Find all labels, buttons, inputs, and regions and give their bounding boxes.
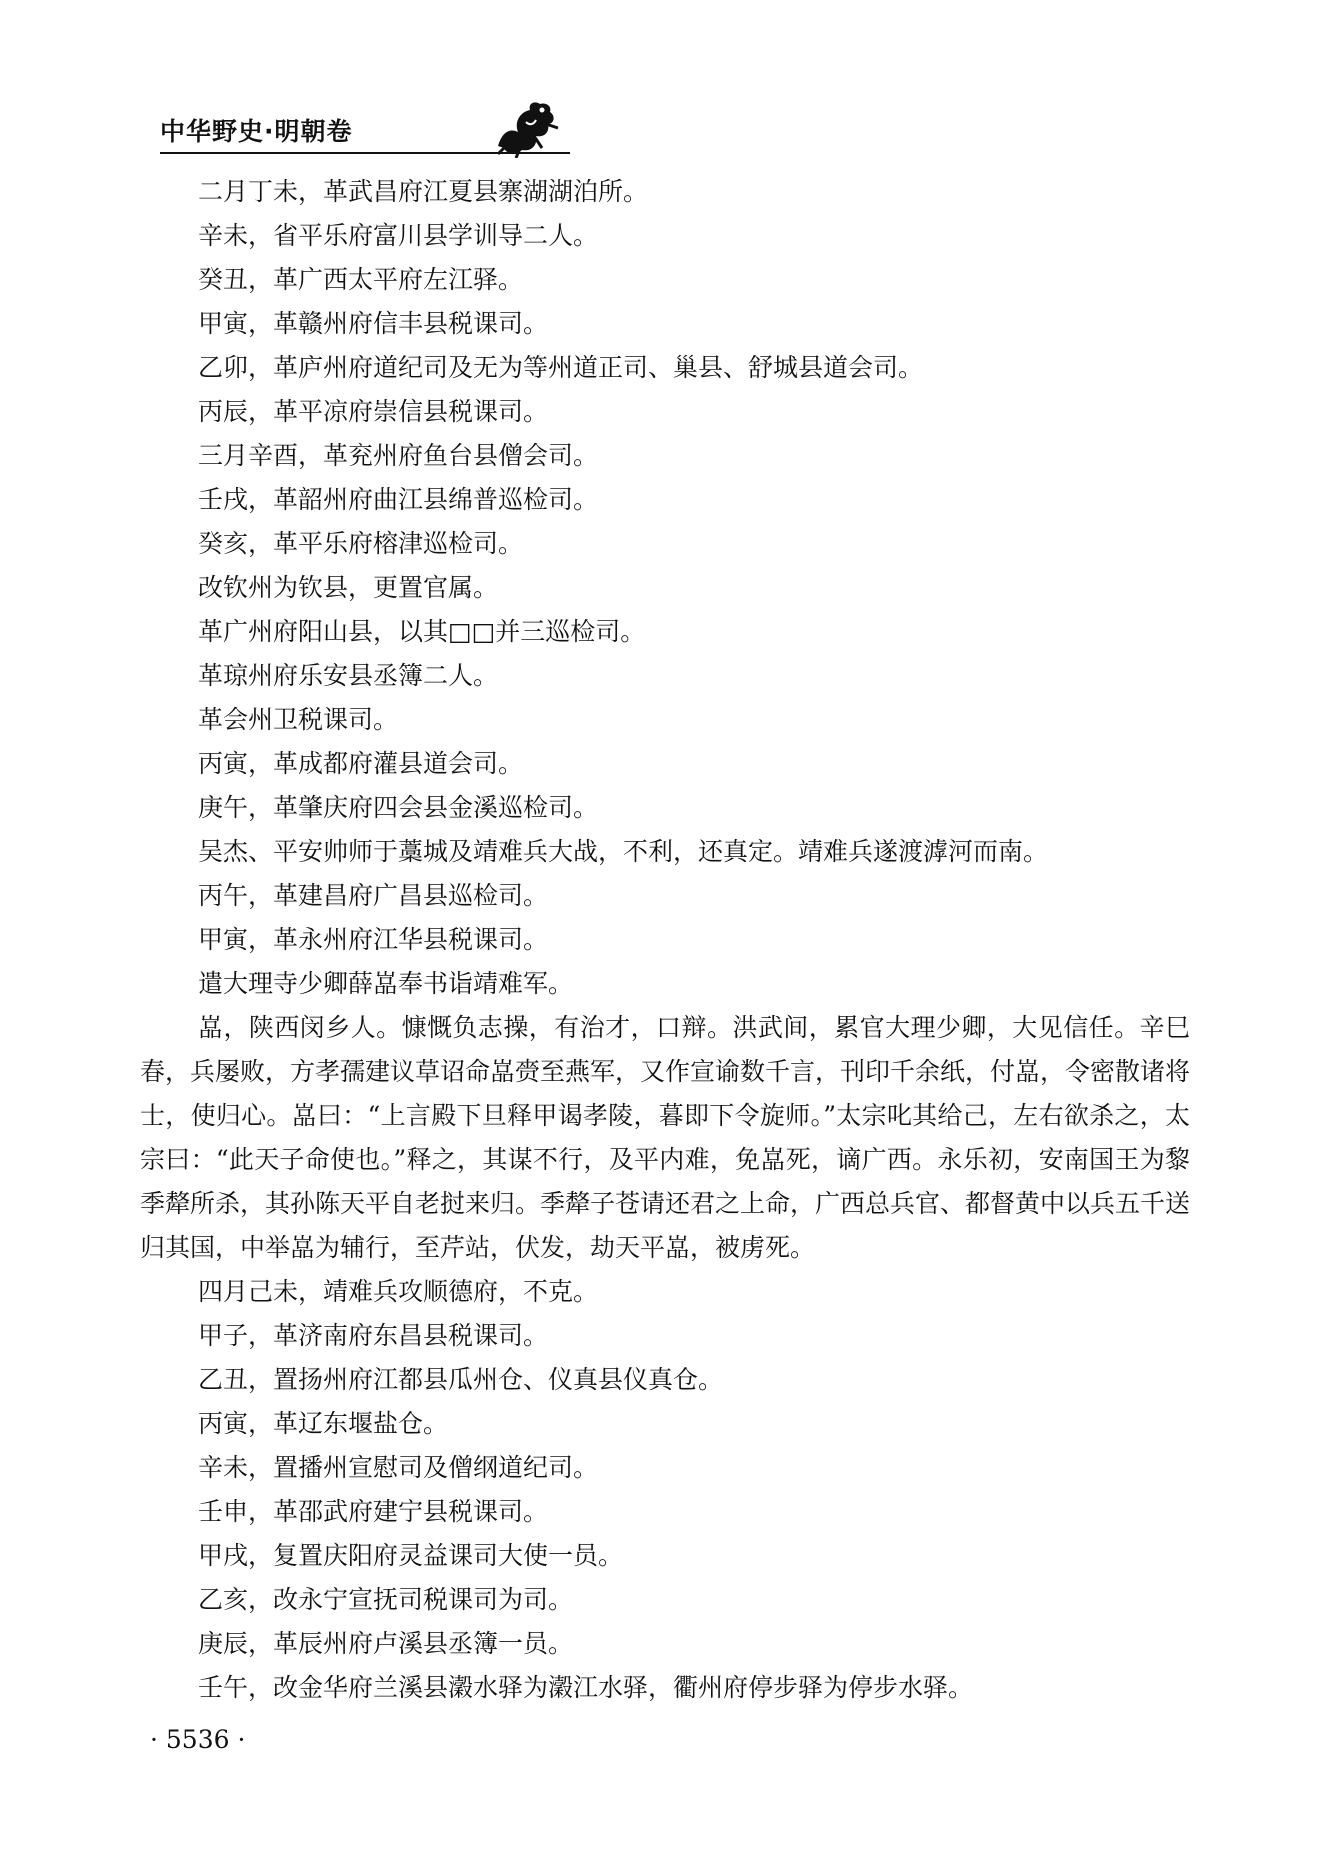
text-line: 乙亥，改永宁宣抚司税课司为司。	[198, 1585, 574, 1614]
biography-paragraph: 嵓，陕西闵乡人。慷慨负志操，有治才，口辩。洪武间，累官大理少卿，大见信任。辛巳春，兵屡败，方孝孺建议草诏命嵓赍至燕军，又作宣谕数千言，刊印千余纸，付嵓，令密散诸将士，使归心。嵓曰：“上言殿下旦释甲谒孝陵，暮即下令旋师。”太宗叱其给己，左右欲杀之，太宗曰：“此天子命使也。”释之，其谋不行，及平内难，免嵓死，谪广西。永乐初，安南国王为黎季犛所杀，其孙陈天平自老挝来归。季犛子苍请还君之上命，广西总兵官、都督黄中以兵五千送归其国，中举嵓为辅行，至芹站，伏发，劫天平嵓，被虏死。	[140, 1013, 1191, 1262]
text-line: 革琼州府乐安县丞簿二人。	[198, 661, 499, 690]
text-line: 四月己未，靖难兵攻顺德府，不克。	[198, 1277, 599, 1306]
text-line: 三月辛酉，革兖州府鱼台县僧会司。	[198, 441, 599, 470]
main-text	[140, 170, 1190, 1710]
text-line: 甲子，革济南府东昌县税课司。	[198, 1321, 549, 1350]
text-line: 丙午，革建昌府广昌县巡检司。	[198, 881, 549, 910]
text-line: 癸亥，革平乐府榕津巡检司。	[198, 529, 524, 558]
text-line: 二月丁未，革武昌府江夏县寨湖湖泊所。	[198, 177, 649, 206]
text-line: 丙寅，革辽东堰盐仓。	[198, 1409, 449, 1438]
dragon-icon	[490, 98, 560, 158]
text-line: 甲寅，革永州府江华县税课司。	[198, 925, 549, 954]
text-line: 甲戌，复置庆阳府灵益课司大使一员。	[198, 1541, 624, 1570]
text-line: 革会州卫税课司。	[198, 705, 399, 734]
text-line: 庚辰，革辰州府卢溪县丞簿一员。	[198, 1629, 574, 1658]
text-line: 壬申，革邵武府建宁县税课司。	[198, 1497, 549, 1526]
book-title: 中华野史·明朝卷	[160, 117, 353, 146]
text-line: 甲寅，革赣州府信丰县税课司。	[198, 309, 549, 338]
text-line: 遣大理寺少卿薛嵓奉书诣靖难军。	[198, 969, 574, 998]
text-line: 癸丑，革广西太平府左江驿。	[198, 265, 524, 294]
text-line: 丙辰，革平凉府崇信县税课司。	[198, 397, 549, 426]
text-line: 乙丑，置扬州府江都县瓜州仓、仪真县仪真仓。	[198, 1365, 724, 1394]
text-line: 革广州府阳山县，以其□□并三巡检司。	[198, 617, 646, 646]
text-line: 辛未，省平乐府富川县学训导二人。	[198, 221, 599, 250]
text-line: 乙卯，革庐州府道纪司及无为等州道正司、巢县、舒城县道会司。	[198, 353, 924, 382]
text-line: 庚午，革肇庆府四会县金溪巡检司。	[198, 793, 599, 822]
text-line: 吴杰、平安帅师于藁城及靖难兵大战，不利，还真定。靖难兵遂渡滹河而南。	[198, 837, 1049, 866]
text-line: 改钦州为钦县，更置官属。	[198, 573, 499, 602]
text-line: 壬戌，革韶州府曲江县绵普巡检司。	[198, 485, 599, 514]
page-number: · 5536 ·	[150, 1725, 246, 1754]
text-line: 壬午，改金华府兰溪县瀔水驿为瀔江水驿，衢州府停步驿为停步水驿。	[198, 1673, 974, 1702]
text-line: 辛未，置播州宣慰司及僧纲道纪司。	[198, 1453, 599, 1482]
text-line: 丙寅，革成都府灌县道会司。	[198, 749, 524, 778]
